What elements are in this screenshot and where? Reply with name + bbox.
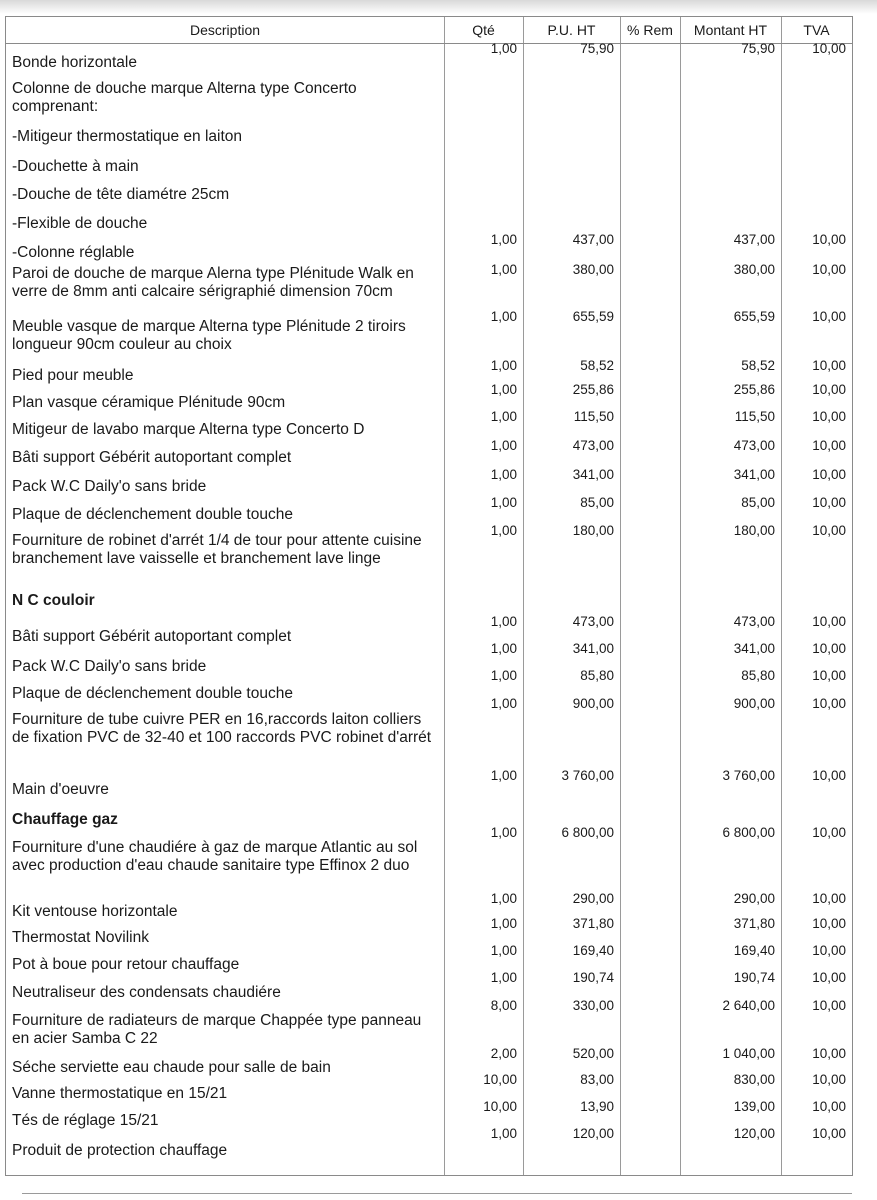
header-qty: Qté [472,22,495,38]
row-description: -Flexible de douche [12,215,148,232]
row-qty: 1,00 [490,614,517,629]
row-unit-price: 380,00 [572,262,614,277]
header-discount: % Rem [627,22,673,38]
row-amount: 341,00 [733,641,775,656]
row-description: Pack W.C Daily'o sans bride [12,478,207,495]
row-amount: 115,50 [734,409,775,424]
row-description: Tés de réglage 15/21 [12,1112,159,1129]
row-unit-price: 120,00 [572,1126,614,1141]
row-vat: 10,00 [812,916,846,931]
row-qty: 1,00 [490,41,517,56]
row-description: Fourniture de robinet d'arrét 1/4 de tour pour attente cuisine branchement lave vaisselle et branchement lave linge [12,532,422,567]
row-unit-price: 3 760,00 [561,768,614,783]
row-description: -Douche de tête diamétre 25cm [12,186,230,203]
row-description: Fourniture de tube cuivre PER en 16,raccords laiton colliers de fixation PVC de 32-40 et 100 raccords PVC robinet d'arrét [12,711,432,746]
row-unit-price: 58,52 [580,358,614,373]
page-footer-line [22,1193,852,1194]
row-amount: 75,90 [741,41,775,56]
row-vat: 10,00 [812,232,846,247]
row-amount: 120,00 [733,1126,775,1141]
row-amount: 58,52 [741,358,775,373]
row-qty: 8,00 [490,998,517,1013]
table-header [6,17,852,44]
row-unit-price: 169,40 [572,943,614,958]
row-unit-price: 255,86 [572,382,614,397]
header-vat: TVA [803,22,830,38]
row-vat: 10,00 [812,970,846,985]
row-description: -Mitigeur thermostatique en laiton [12,128,243,145]
row-amount: 139,00 [733,1099,775,1114]
row-qty: 1,00 [490,409,517,424]
row-amount: 255,86 [733,382,775,397]
row-vat: 10,00 [812,641,846,656]
row-description: Fourniture de radiateurs de marque Chappée type panneau en acier Samba C 22 [12,1012,422,1047]
row-description: Thermostat Novilink [12,929,149,946]
row-unit-price: 85,80 [580,668,614,683]
row-qty: 1,00 [490,668,517,683]
row-amount: 341,00 [733,467,775,482]
row-qty: 1,00 [490,467,517,482]
row-amount: 473,00 [733,438,775,453]
row-qty: 1,00 [490,382,517,397]
row-vat: 10,00 [812,1046,846,1061]
row-unit-price: 290,00 [572,891,614,906]
row-qty: 1,00 [490,232,517,247]
row-qty: 1,00 [490,970,517,985]
row-vat: 10,00 [812,409,846,424]
row-description: Produit de protection chauffage [12,1142,228,1159]
row-description: Bâti support Gébérit autoportant complet [12,628,292,645]
row-amount: 190,74 [733,970,775,985]
row-unit-price: 83,00 [580,1072,614,1087]
row-vat: 10,00 [812,438,846,453]
row-description: Neutraliseur des condensats chaudiére [12,984,281,1001]
row-description: Meuble vasque de marque Alterna type Plénitude 2 tiroirs longueur 90cm couleur au choix [12,318,406,353]
row-qty: 1,00 [490,768,517,783]
row-unit-price: 330,00 [572,998,614,1013]
row-unit-price: 900,00 [572,696,614,711]
row-vat: 10,00 [812,523,846,538]
row-description: Main d'oeuvre [12,781,109,798]
row-unit-price: 13,90 [580,1099,614,1114]
row-description: Plan vasque céramique Plénitude 90cm [12,394,286,411]
row-amount: 180,00 [733,523,775,538]
row-unit-price: 180,00 [572,523,614,538]
row-unit-price: 473,00 [572,614,614,629]
row-description: Plaque de déclenchement double touche [12,506,293,523]
row-qty: 10,00 [483,1072,517,1087]
row-amount: 85,00 [741,495,775,510]
row-unit-price: 437,00 [572,232,614,247]
row-qty: 1,00 [490,641,517,656]
row-amount: 290,00 [733,891,775,906]
row-amount: 1 040,00 [722,1046,775,1061]
row-unit-price: 473,00 [572,438,614,453]
row-amount: 6 800,00 [722,825,775,840]
row-vat: 10,00 [812,614,846,629]
row-qty: 1,00 [490,309,517,324]
row-description: Mitigeur de lavabo marque Alterna type Concerto D [12,421,365,438]
row-amount: 2 640,00 [722,998,775,1013]
row-unit-price: 6 800,00 [561,825,614,840]
row-unit-price: 520,00 [572,1046,614,1061]
row-vat: 10,00 [812,262,846,277]
row-qty: 2,00 [490,1046,517,1061]
row-qty: 1,00 [490,1126,517,1141]
row-qty: 1,00 [490,438,517,453]
row-vat: 10,00 [812,309,846,324]
row-vat: 10,00 [812,467,846,482]
row-unit-price: 115,50 [573,409,614,424]
row-qty: 1,00 [490,262,517,277]
row-amount: 655,59 [733,309,775,324]
row-unit-price: 190,74 [572,970,614,985]
row-amount: 900,00 [733,696,775,711]
row-vat: 10,00 [812,998,846,1013]
row-qty: 1,00 [490,523,517,538]
row-description: Fourniture d'une chaudiére à gaz de marque Atlantic au sol avec production d'eau chaude sanitaire type Effinox 2 duo [12,839,418,874]
row-vat: 10,00 [812,1099,846,1114]
row-qty: 1,00 [490,495,517,510]
row-qty: 10,00 [483,1099,517,1114]
row-description: Pack W.C Daily'o sans bride [12,658,207,675]
row-amount: 473,00 [733,614,775,629]
header-amount: Montant HT [693,22,768,38]
row-vat: 10,00 [812,768,846,783]
row-description: Bonde horizontale [12,54,137,71]
row-description: Pied pour meuble [12,367,134,384]
row-amount: 437,00 [733,232,775,247]
row-vat: 10,00 [812,696,846,711]
row-vat: 10,00 [812,825,846,840]
row-unit-price: 655,59 [572,309,614,324]
row-vat: 10,00 [812,358,846,373]
row-vat: 10,00 [812,495,846,510]
row-description: -Colonne réglable [12,244,135,261]
row-qty: 1,00 [490,825,517,840]
row-qty: 1,00 [490,358,517,373]
header-unit-price: P.U. HT [547,22,596,38]
row-unit-price: 85,00 [580,495,614,510]
row-description: Paroi de douche de marque Alerna type Plénitude Walk en verre de 8mm anti calcaire sérigraphié dimension 70cm [12,265,414,300]
row-vat: 10,00 [812,1072,846,1087]
row-amount: 380,00 [733,262,775,277]
row-vat: 10,00 [812,382,846,397]
row-description: -Douchette à main [12,158,139,175]
row-vat: 10,00 [812,943,846,958]
row-amount: 371,80 [733,916,775,931]
row-qty: 1,00 [490,891,517,906]
row-amount: 85,80 [741,668,775,683]
row-vat: 10,00 [812,41,846,56]
row-amount: 830,00 [733,1072,775,1087]
row-description: Séche serviette eau chaude pour salle de bain [12,1059,331,1076]
row-qty: 1,00 [490,943,517,958]
section-heading: N C couloir [12,592,95,609]
quote-table [5,16,853,1176]
row-unit-price: 75,90 [580,41,614,56]
row-amount: 3 760,00 [722,768,775,783]
row-qty: 1,00 [490,696,517,711]
page-top-shadow [0,0,877,14]
row-unit-price: 341,00 [572,467,614,482]
row-vat: 10,00 [812,668,846,683]
section-heading: Chauffage gaz [12,811,118,828]
row-description: Colonne de douche marque Alterna type Concerto comprenant: [12,80,357,115]
row-unit-price: 371,80 [572,916,614,931]
row-vat: 10,00 [812,1126,846,1141]
row-description: Kit ventouse horizontale [12,903,178,920]
row-unit-price: 341,00 [572,641,614,656]
row-description: Plaque de déclenchement double touche [12,685,293,702]
row-description: Bâti support Gébérit autoportant complet [12,449,292,466]
row-description: Vanne thermostatique en 15/21 [12,1085,228,1102]
row-amount: 169,40 [733,943,775,958]
row-qty: 1,00 [490,916,517,931]
row-vat: 10,00 [812,891,846,906]
header-description: Description [189,22,261,38]
row-description: Pot à boue pour retour chauffage [12,956,240,973]
column-divider [620,17,621,1175]
